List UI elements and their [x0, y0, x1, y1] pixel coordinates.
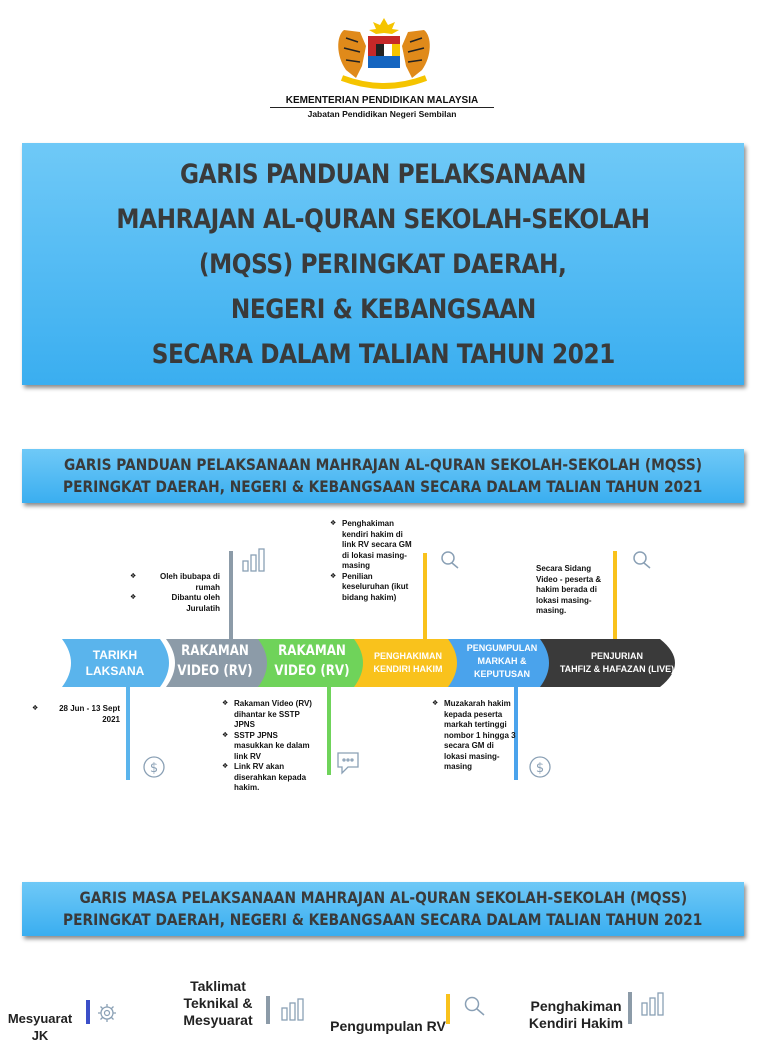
bar-chart-icon	[640, 992, 668, 1018]
svg-text:$: $	[149, 761, 159, 776]
segment-label: TAHFIZ & HAFAZAN (LIVE)	[559, 664, 675, 674]
timeline-item-taklimat	[178, 978, 258, 1029]
banner-line: GARIS MASA PELAKSANAAN MAHRAJAN AL-QURAN SEKOLAH-SEKOLAH (MQSS)	[79, 888, 687, 907]
segment-label: KENDIRI HAKIM	[373, 664, 443, 674]
bottom-label-line: Taklimat	[190, 978, 246, 994]
segment-label: LAKSANA	[85, 664, 145, 678]
section-banner-timeline	[22, 882, 744, 936]
process-timeline	[0, 515, 768, 825]
search-icon	[442, 552, 458, 568]
note-item: ❖ SSTP JPNS masukkan ke dalam link RV	[222, 731, 314, 763]
segment-penjurian	[556, 650, 678, 676]
note-item: ❖ 28 Jun - 13 Sept 2021	[32, 704, 120, 725]
segment-label: MARKAH &	[477, 656, 527, 666]
banner-line: PERINGKAT DAERAH, NEGERI & KEBANGSAAN SECARA DALAM TALIAN TAHUN 2021	[63, 477, 703, 496]
title-line: MAHRAJAN AL-QURAN SEKOLAH-SEKOLAH	[116, 203, 650, 235]
bottom-label-line: Teknikal &	[183, 995, 253, 1011]
bottom-label-line: Mesyuarat	[183, 1012, 253, 1028]
search-icon	[462, 994, 488, 1018]
segment-label: PENGHAKIMAN	[373, 651, 442, 661]
note-pengumpulan-bottom	[432, 699, 518, 773]
note-rv-top	[130, 572, 220, 614]
note-item: ❖ Rakaman Video (RV) dihantar ke SSTP JPNS	[222, 699, 314, 731]
department-name: Jabatan Pendidikan Negeri Sembilan	[307, 109, 457, 119]
banner-line: GARIS PANDUAN PELAKSANAAN MAHRAJAN AL-QURAN SEKOLAH-SEKOLAH (MQSS)	[63, 455, 703, 474]
main-title-box	[22, 143, 744, 385]
segment-label: PENJURIAN	[590, 651, 643, 661]
title-line: SECARA DALAM TALIAN TAHUN 2021	[151, 338, 615, 370]
segment-pengumpulan	[456, 642, 548, 681]
bar-chart-icon	[280, 998, 306, 1022]
segment-tarikh-laksana	[80, 647, 150, 679]
note-item: ❖ Muzakarah hakim kepada peserta markah tertinggi nombor 1 hingga 3 secara GM di lokasi masing-masing	[432, 699, 518, 773]
title-line: (MQSS) PERINGKAT DAERAH,	[199, 248, 567, 280]
section-banner-guidelines	[22, 449, 744, 503]
banner-line: PERINGKAT DAERAH, NEGERI & KEBANGSAAN SECARA DALAM TALIAN TAHUN 2021	[63, 910, 703, 929]
timeline-bar	[86, 1000, 90, 1024]
segment-rakaman-video-2	[266, 641, 358, 681]
note-item: ❖ Link RV akan diserahkan kepada hakim.	[222, 762, 314, 794]
segment-label: RAKAMAN	[278, 643, 346, 659]
chat-icon	[338, 753, 358, 773]
note-item: ❖ Penghakiman kendiri hakim di link RV secara GM di lokasi masing-masing	[330, 519, 418, 572]
gear-icon	[96, 1002, 118, 1024]
segment-penghakiman	[362, 650, 454, 676]
timeline-item-mesyuarat: Mesyuarat JK	[7, 1011, 73, 1043]
dollar-icon	[144, 757, 164, 777]
ministry-header	[270, 95, 494, 119]
bottom-label-line: Kendiri Hakim	[528, 1015, 624, 1031]
note-penghakiman-top	[330, 519, 418, 603]
dollar-icon	[530, 757, 550, 777]
timeline-bar	[446, 994, 450, 1024]
note-item: ❖ Penilian keseluruhan (ikut bidang hakim)	[330, 572, 418, 604]
note-rv-bottom	[222, 699, 314, 794]
title-line: GARIS PANDUAN PELAKSANAAN	[180, 158, 586, 190]
note-item: ❖ Oleh ibubapa di rumah	[130, 572, 220, 593]
malaysia-coat-of-arms-logo	[332, 16, 436, 92]
bar-chart-icon	[243, 549, 264, 571]
search-icon	[634, 552, 650, 568]
segment-rakaman-video-1	[170, 641, 260, 681]
segment-label: TARIKH	[92, 648, 138, 662]
timeline-item-penghakiman	[524, 998, 628, 1032]
svg-text:$: $	[535, 761, 545, 776]
ministry-name: KEMENTERIAN PENDIDIKAN MALAYSIA	[270, 95, 494, 108]
bottom-label-line: Penghakiman	[530, 998, 622, 1014]
note-item: ❖ Dibantu oleh Jurulatih	[130, 593, 220, 614]
timeline-bar	[266, 996, 270, 1024]
note-penjurian-top: Secara Sidang Video - peserta & hakim berada di lokasi masing-masing.	[536, 564, 602, 615]
note-tarikh	[32, 704, 120, 725]
segment-label: VIDEO (RV)	[177, 663, 253, 679]
segment-label: VIDEO (RV)	[274, 663, 350, 679]
segment-label: KEPUTUSAN	[473, 669, 530, 679]
timeline-item-pengumpulan-rv: Pengumpulan RV	[330, 1018, 446, 1034]
segment-label: PENGUMPULAN	[466, 643, 538, 653]
timeline-bar	[628, 992, 632, 1024]
segment-label: RAKAMAN	[181, 643, 249, 659]
title-line: NEGERI & KEBANGSAAN	[230, 293, 536, 325]
